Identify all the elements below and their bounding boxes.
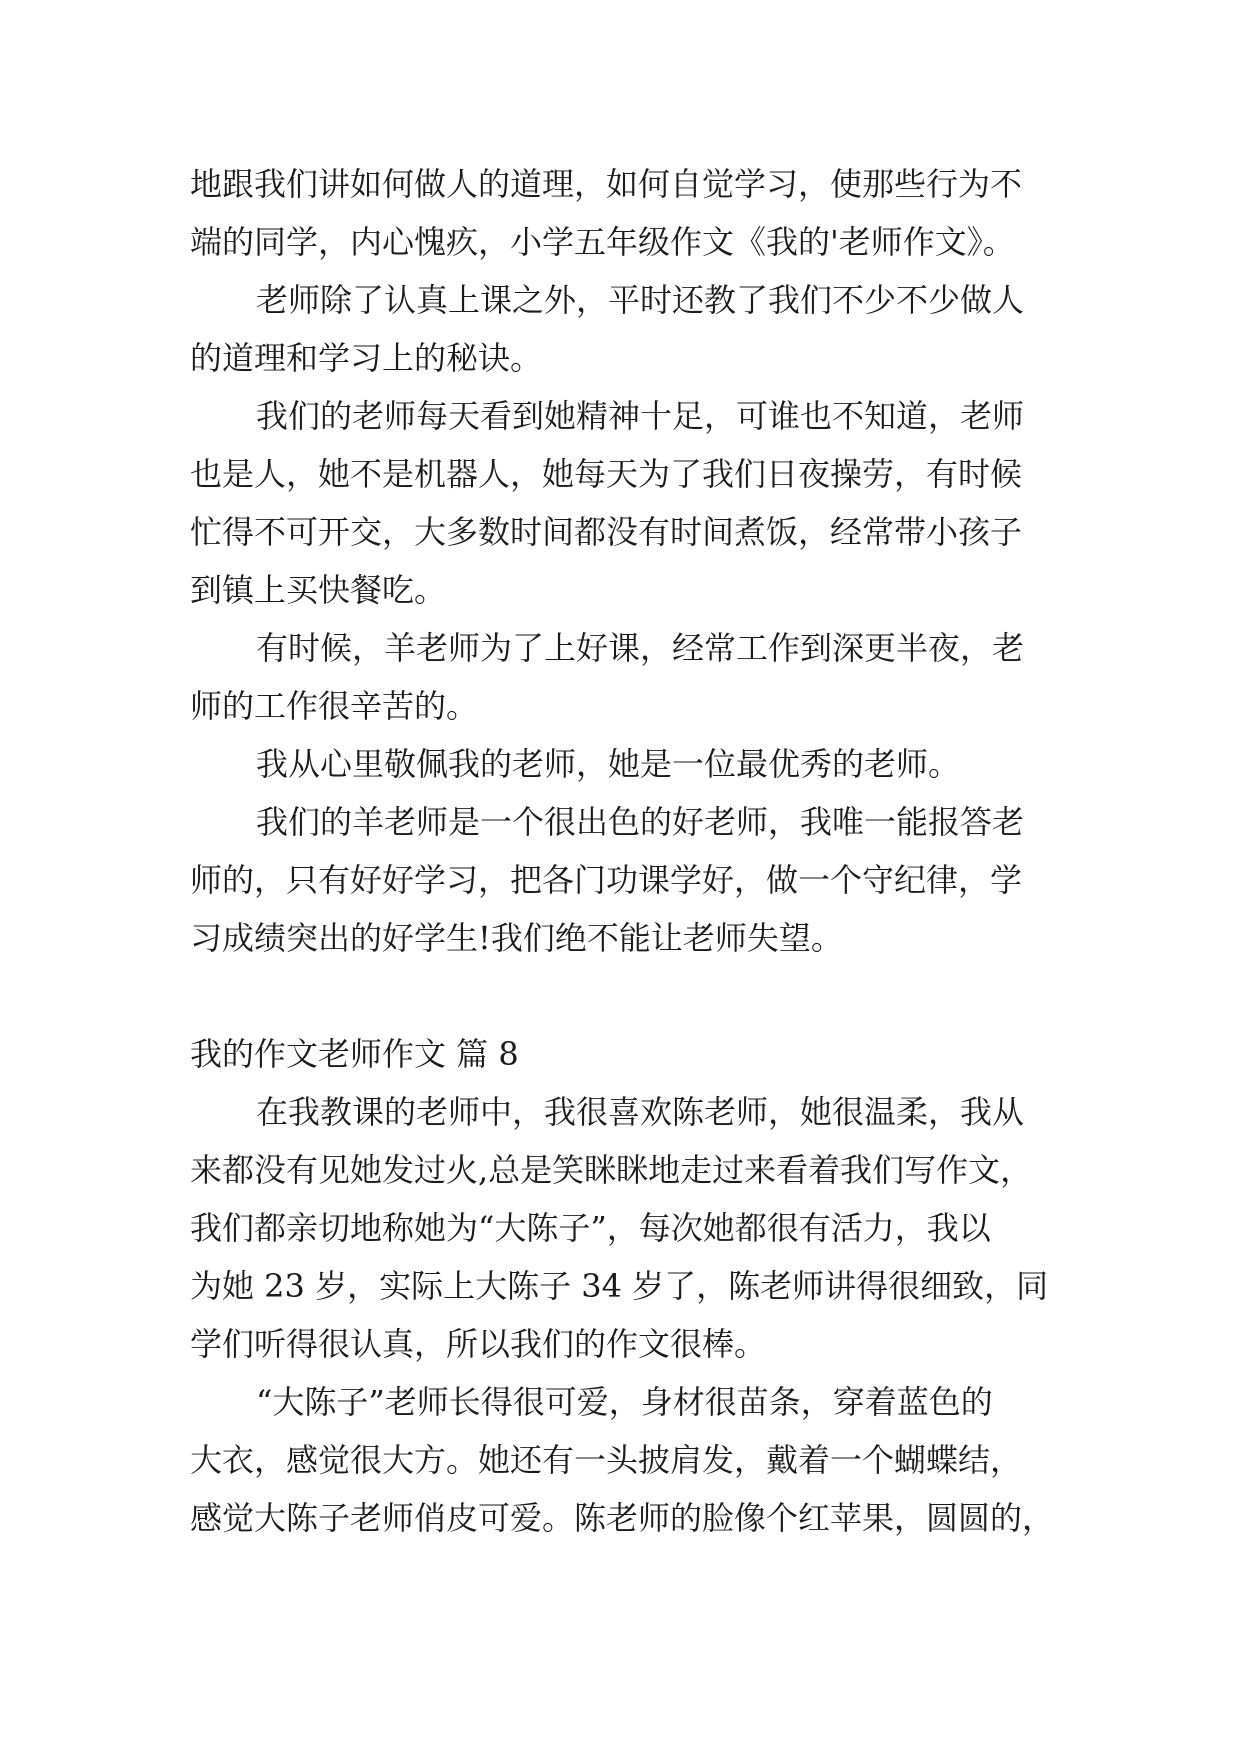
- text-line: 为她 23 岁，实际上大陈子 34 岁了，陈老师讲得很细致，同: [190, 1267, 1049, 1305]
- text-line: 在我教课的老师中，我很喜欢陈老师，她很温柔，我从: [256, 1093, 1025, 1131]
- essay-part-8: [190, 1083, 1070, 1547]
- text-line: 师的工作很辛苦的。: [190, 687, 479, 725]
- essay-part-continued: [190, 155, 1070, 967]
- text-line: 也是人，她不是机器人，她每天为了我们日夜操劳，有时候: [190, 455, 1023, 493]
- text-line: 老师除了认真上课之外，平时还教了我们不少不少做人: [256, 281, 1025, 319]
- text-line: 习成绩突出的好学生!我们绝不能让老师失望。: [190, 919, 843, 957]
- text-line: 有时候，羊老师为了上好课，经常工作到深更半夜，老: [256, 629, 1025, 667]
- text-line: 地跟我们讲如何做人的道理，如何自觉学习，使那些行为不: [190, 165, 1023, 203]
- text-line: 大衣，感觉很大方。她还有一头披肩发，戴着一个蝴蝶结，: [190, 1441, 1023, 1479]
- document-body: [190, 155, 1070, 1547]
- text-line: 师的，只有好好学习，把各门功课学好，做一个守纪律，学: [190, 861, 1023, 899]
- text-line: 来都没有见她发过火,总是笑眯眯地走过来看着我们写作文，: [190, 1151, 1033, 1189]
- text-line: 我们的羊老师是一个很出色的好老师，我唯一能报答老: [256, 803, 1025, 841]
- text-line: 忙得不可开交，大多数时间都没有时间煮饭，经常带小孩子: [190, 513, 1023, 551]
- text-line: 我们都亲切地称她为“大陈子”，每次她都很有活力，我以: [190, 1209, 991, 1247]
- text-line: “大陈子”老师长得很可爱，身材很苗条，穿着蓝色的: [256, 1383, 993, 1421]
- text-line: 到镇上买快餐吃。: [190, 571, 447, 609]
- text-line: 我从心里敬佩我的老师，她是一位最优秀的老师。: [256, 745, 961, 783]
- text-line: 的道理和学习上的秘诀。: [190, 339, 543, 377]
- section-heading: 我的作文老师作文 篇 8: [190, 1035, 519, 1073]
- section-gap: [190, 967, 1070, 1025]
- text-line: 感觉大陈子老师俏皮可爱。陈老师的脸像个红苹果，圆圆的，: [190, 1499, 1055, 1537]
- text-line: 我们的老师每天看到她精神十足，可谁也不知道，老师: [256, 397, 1025, 435]
- text-line: 学们听得很认真，所以我们的作文很棒。: [190, 1325, 767, 1363]
- text-line: 端的同学，内心愧疚，小学五年级作文《我的'老师作文》。: [190, 223, 1015, 261]
